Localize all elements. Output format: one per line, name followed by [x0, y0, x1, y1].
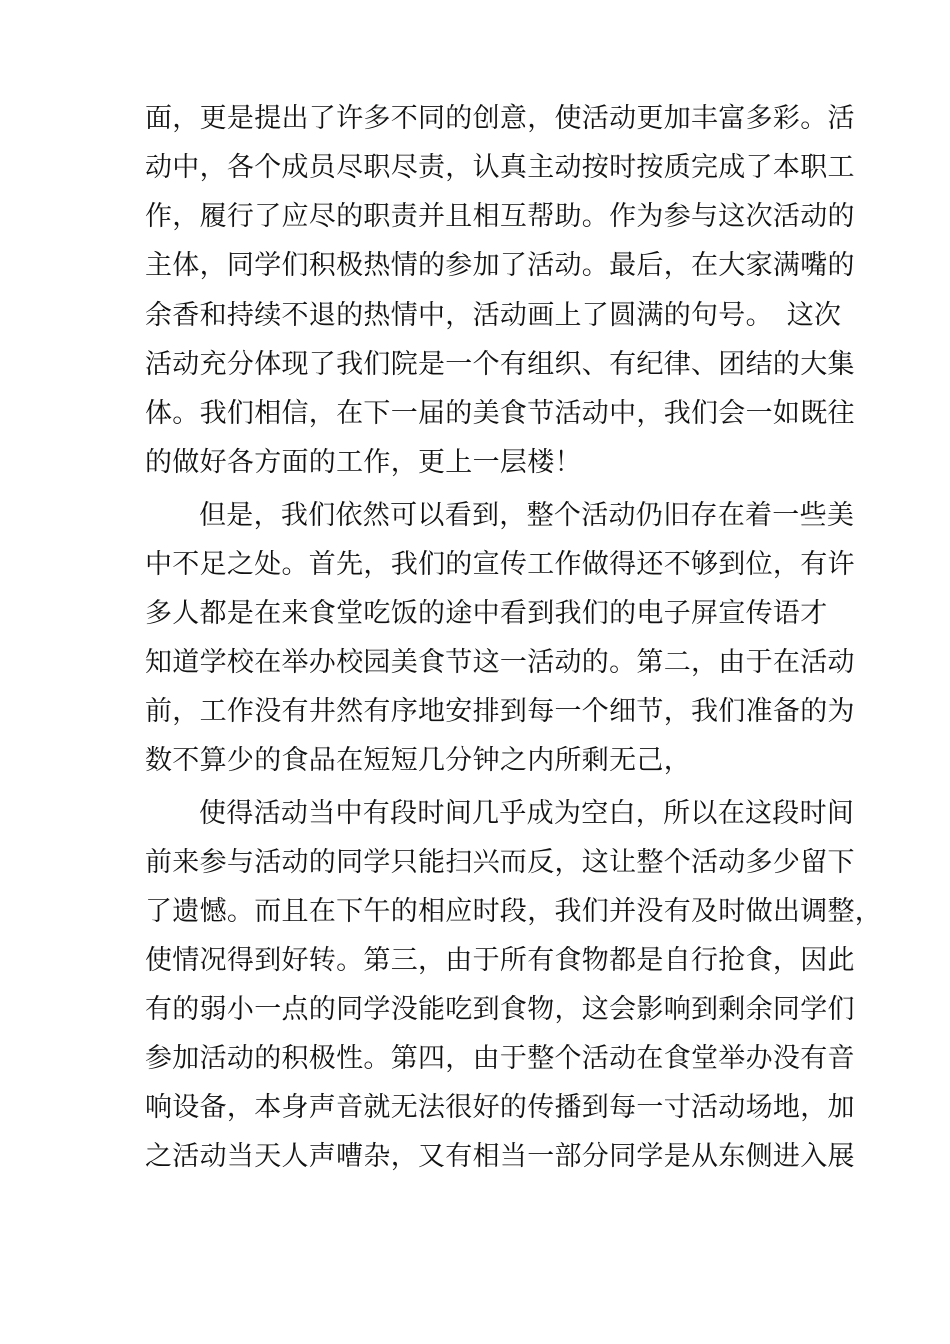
text-line: 前来参与活动的同学只能扫兴而反，这让整个活动多少留下 [145, 847, 855, 878]
text-line: 面，更是提出了许多不同的创意，使活动更加丰富多彩。活 [145, 103, 855, 134]
text-line: 数不算少的食品在短短几分钟之内所剩无己， [145, 745, 691, 776]
text-line: 了遗憾。而且在下午的相应时段，我们并没有及时做出调整， [145, 896, 883, 927]
text-line: 知道学校在举办校园美食节这一活动的。第二，由于在活动 [145, 647, 855, 678]
text-line: 余香和持续不退的热情中，活动画上了圆满的句号。 这次 [145, 300, 842, 331]
text-line: 响设备，本身声音就无法很好的传播到每一寸活动场地，加 [145, 1092, 855, 1123]
text-line: 前，工作没有井然有序地安排到每一个细节，我们准备的为 [145, 696, 855, 727]
paragraph-first-line: 但是，我们依然可以看到，整个活动仍旧存在着一些美 [199, 500, 855, 531]
text-line: 参加活动的积极性。第四，由于整个活动在食堂举办没有音 [145, 1043, 855, 1074]
text-line: 主体，同学们积极热情的参加了活动。最后，在大家满嘴的 [145, 250, 855, 281]
text-line: 活动充分体现了我们院是一个有组织、有纪律、团结的大集 [145, 349, 855, 380]
text-line: 的做好各方面的工作，更上一层楼！ [145, 447, 582, 478]
text-line: 作，履行了应尽的职责并且相互帮助。作为参与这次活动的 [145, 201, 855, 232]
paragraph-first-line: 使得活动当中有段时间几乎成为空白，所以在这段时间 [199, 798, 855, 829]
text-line: 有的弱小一点的同学没能吃到食物，这会影响到剩余同学们 [145, 994, 855, 1025]
text-line: 动中，各个成员尽职尽责，认真主动按时按质完成了本职工 [145, 152, 855, 183]
text-line: 之活动当天人声嘈杂，又有相当一部分同学是从东侧进入展 [145, 1141, 855, 1172]
text-line: 多人都是在来食堂吃饭的途中看到我们的电子屏宣传语才 [145, 598, 828, 629]
text-line: 体。我们相信，在下一届的美食节活动中，我们会一如既往 [145, 398, 855, 429]
text-line: 中不足之处。首先，我们的宣传工作做得还不够到位，有许 [145, 549, 855, 580]
text-line: 使情况得到好转。第三，由于所有食物都是自行抢食，因此 [145, 945, 855, 976]
